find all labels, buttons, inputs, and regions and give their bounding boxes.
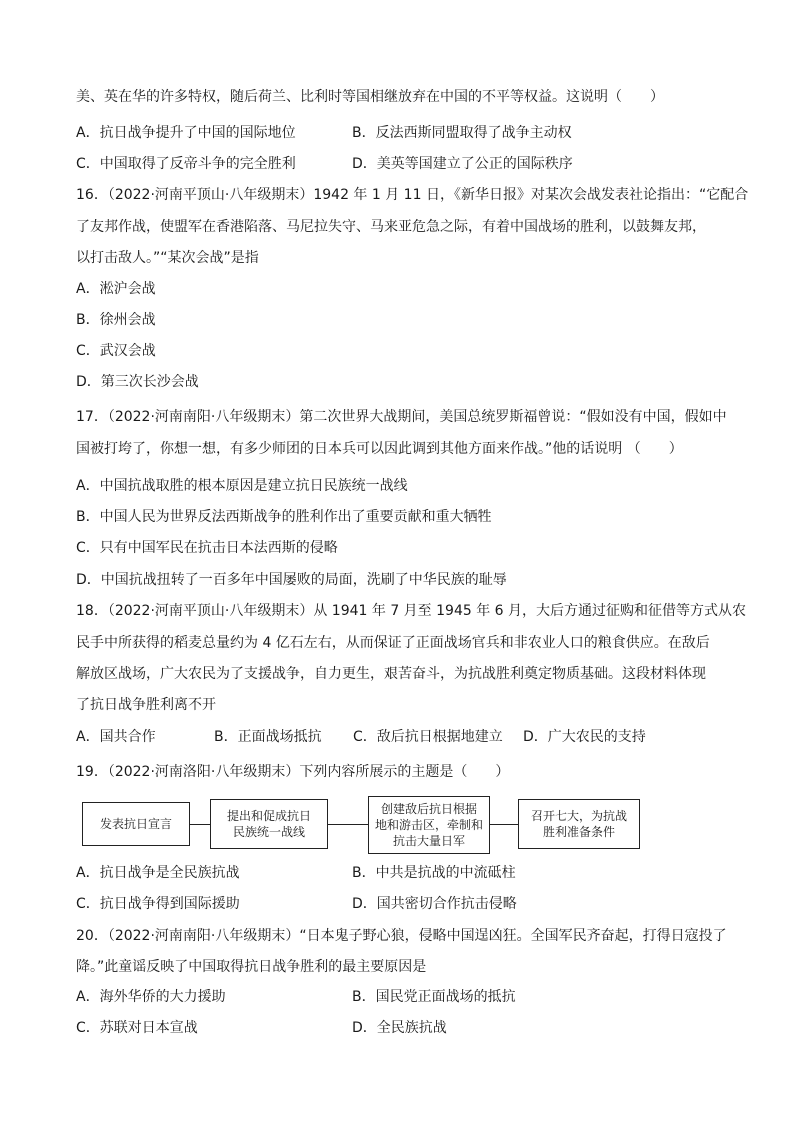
q16-option-a: A．淞沪会战 [76,281,156,297]
q18-stem-line-2: 民手中所获得的稻麦总量约为 4 亿石左右，从而保证了正面战场官兵和非农业人口的粮食供应。在敌后 [76,635,710,651]
q15-option-b: B．反法西斯同盟取得了战争主动权 [352,125,572,141]
q19-flow-diagram [82,796,720,856]
q19-stem: 19．（2022·河南洛阳·八年级期末）下列内容所展示的主题是（ ） [76,764,510,780]
flow-box-4-line-2: 胜利准备条件 [542,825,615,839]
q17-option-a: A．中国抗战取胜的根本原因是建立抗日民族统一战线 [76,478,408,494]
flow-connector-2 [328,824,368,825]
q18-option-c: C．敌后抗日根据地建立 [353,729,503,745]
q15-option-c: C．中国取得了反帝斗争的完全胜利 [76,156,296,172]
q18-option-d: D．广大农民的支持 [523,729,646,745]
flow-box-1-line-1: 发表抗日宣言 [99,817,172,831]
q18-option-b: B．正面战场抵抗 [214,729,322,745]
flow-box-3-line-1: 创建敌后抗日根据 [380,802,477,816]
q19-option-d: D．国共密切合作抗击侵略 [352,896,517,912]
q17-stem-line-1: 17．（2022·河南南阳·八年级期末）第二次世界大战期间，美国总统罗斯福曾说：“假如没有中国，假如中 [76,409,727,425]
q16-option-c: C．武汉会战 [76,343,156,359]
q16-stem-line-1: 16．（2022·河南平顶山·八年级期末）1942 年 1 月 11 日，《新华日报》对某次会战发表社论指出：“它配合 [76,187,749,203]
flow-connector-1 [190,824,210,825]
q19-option-b: B．中共是抗战的中流砥柱 [352,865,516,881]
q19-option-c: C．抗日战争得到国际援助 [76,896,240,912]
q20-option-a: A．海外华侨的大力援助 [76,989,226,1005]
q15-option-a: A．抗日战争提升了中国的国际地位 [76,125,296,141]
q18-stem-line-3: 解放区战场，广大农民为了支援战争，自力更生，艰苦奋斗，为抗战胜利奠定物质基础。这段材料体现 [76,666,706,682]
flow-box-2-line-2: 民族统一战线 [232,825,305,839]
q20-option-c: C．苏联对日本宣战 [76,1020,198,1036]
q16-stem-line-2: 了友邦作战，使盟军在香港陷落、马尼拉失守、马来亚危急之际，有着中国战场的胜利，以鼓舞友邦， [76,219,706,235]
q16-option-d: D．第三次长沙会战 [76,374,199,390]
q18-stem-line-4: 了抗日战争胜利离不开 [76,697,216,713]
q18-option-a: A．国共合作 [76,729,156,745]
q16-stem-line-3: 以打击敌人。”“某次会战”是指 [76,250,259,266]
flow-box-2 [210,799,328,849]
q17-option-c: C．只有中国军民在抗击日本法西斯的侵略 [76,540,338,556]
q17-stem-line-2: 国被打垮了，你想一想，有多少师团的日本兵可以因此调到其他方面来作战。”他的话说明 （ ） [76,441,683,457]
q17-option-d: D．中国抗战扭转了一百多年中国屡败的局面，洗刷了中华民族的耻辱 [76,572,507,588]
q16-option-b: B．徐州会战 [76,312,156,328]
q15-stem-continuation: 美、英在华的许多特权，随后荷兰、比利时等国相继放弃在中国的不平等权益。这说明（ ） [76,89,664,105]
flow-box-4 [518,799,640,849]
flow-box-1 [82,802,190,846]
q15-option-d: D．美英等国建立了公正的国际秩序 [352,156,573,172]
q20-option-d: D．全民族抗战 [352,1020,447,1036]
flow-box-3-line-2: 地和游击区，牵制和 [374,818,483,832]
q20-option-b: B．国民党正面战场的抵抗 [352,989,516,1005]
q18-stem-line-1: 18．（2022·河南平顶山·八年级期末）从 1941 年 7 月至 1945 年 6 月，大后方通过征购和征借等方式从农 [76,603,747,619]
flow-box-3-line-3: 抗击大量日军 [392,834,465,848]
flow-box-2-line-1: 提出和促成抗日 [226,809,311,823]
q17-option-b: B．中国人民为世界反法西斯战争的胜利作出了重要贡献和重大牺牲 [76,509,492,525]
flow-box-3 [368,796,490,854]
flow-connector-3 [490,824,518,825]
q20-stem-line-1: 20．（2022·河南南阳·八年级期末）“日本鬼子野心狼，侵略中国逞凶狂。全国军民齐奋起，打得日寇投了 [76,928,727,944]
flow-box-4-line-1: 召开七大，为抗战 [530,809,627,823]
q20-stem-line-2: 降。”此童谣反映了中国取得抗日战争胜利的最主要原因是 [76,959,427,975]
q19-option-a: A．抗日战争是全民族抗战 [76,865,240,881]
